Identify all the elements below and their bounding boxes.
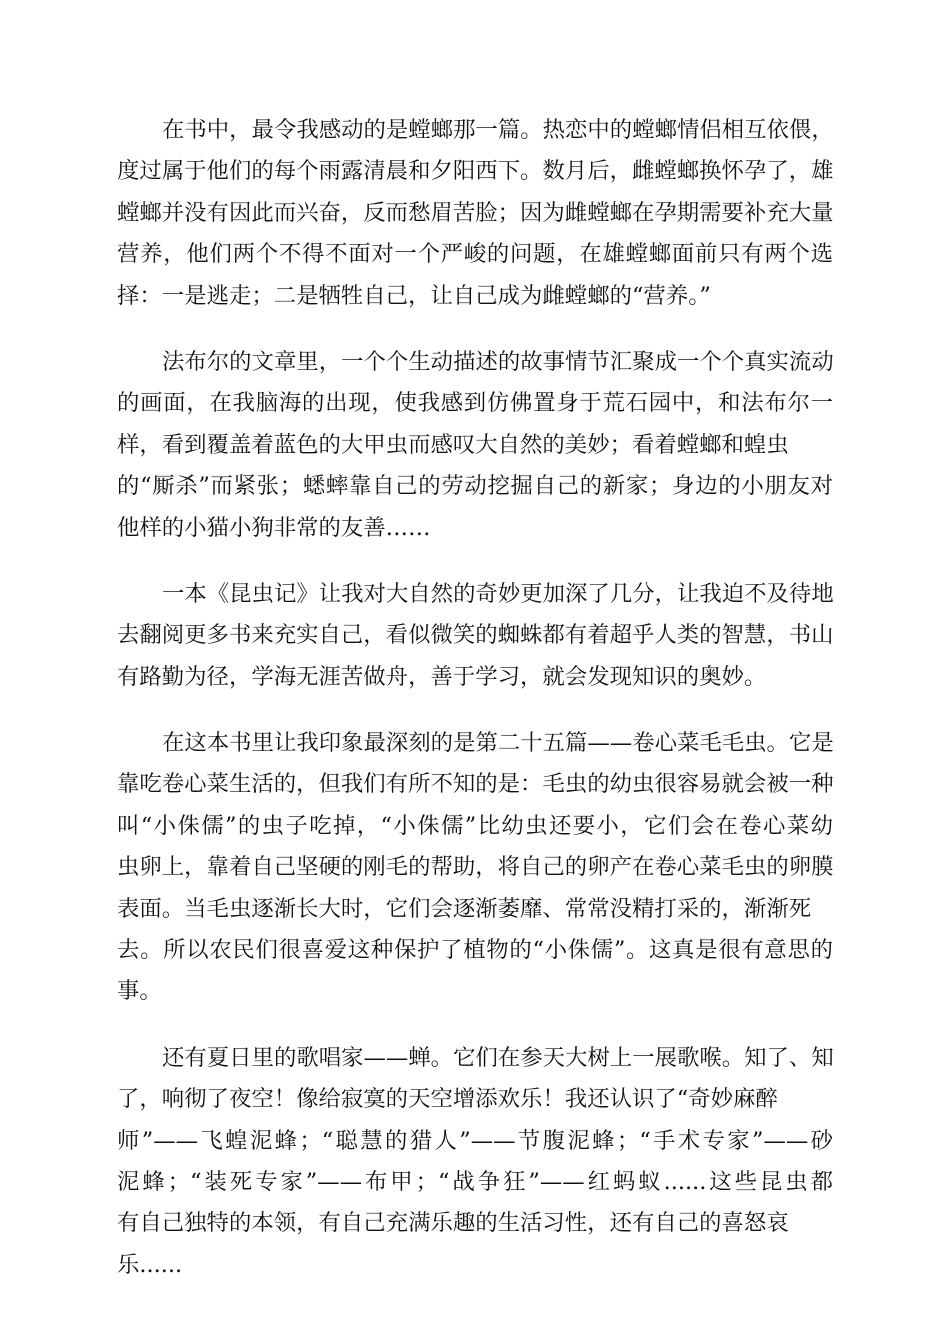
paragraph-line: 有自己独特的本领，有自己充满乐趣的生活习性，还有自己的喜怒哀 [117,1210,789,1237]
paragraph-line: 靠吃卷心菜生活的，但我们有所不知的是：毛虫的幼虫很容易就会被一种 [117,771,834,798]
paragraph-line: 螳螂并没有因此而兴奋，反而愁眉苦脸；因为雌螳螂在孕期需要补充大量 [117,199,834,226]
paragraph-line: 了，响彻了夜空！像给寂寞的天空增添欢乐！我还认识了“奇妙麻醉 [117,1086,778,1113]
paragraph-line: 虫卵上，靠着自己坚硬的刚毛的帮助，将自己的卵产在卷心菜毛虫的卵膜 [117,854,834,881]
paragraph-line: 样，看到覆盖着蓝色的大甲虫而感叹大自然的美妙；看着螳螂和蝗虫 [117,431,789,458]
paragraph-book-reflection [117,574,833,698]
paragraph-line: 泥蜂；“装死专家”——布甲；“战争狂”——红蚂蚁......这些昆虫都 [117,1168,833,1195]
paragraph-cicada [117,1038,833,1286]
paragraph-line: 乐...... [117,1251,183,1278]
paragraph-line: 的“厮杀”而紧张；蟋蟀靠自己的劳动挖掘自己的新家；身边的小朋友对 [117,473,833,500]
paragraph-mantis [117,110,833,317]
document-page [117,110,833,1311]
paragraph-line: 表面。当毛虫逐渐长大时，它们会逐渐萎靡、常常没精打采的，渐渐死 [117,895,812,922]
paragraph-line: 在书中，最令我感动的是螳螂那一篇。热恋中的螳螂情侣相互依偎， [162,117,834,143]
paragraph-line: 营养，他们两个不得不面对一个严峻的问题，在雄螳螂面前只有两个选 [117,241,833,268]
paragraph-line: 去翻阅更多书来充实自己，看似微笑的蜘蛛都有着超乎人类的智慧，书山 [117,622,834,649]
paragraph-cabbage-caterpillar [117,723,833,1013]
paragraph-line: 法布尔的文章里，一个个生动描述的故事情节汇聚成一个个真实流动 [162,348,834,375]
paragraph-line: 在这本书里让我印象最深刻的是第二十五篇——卷心菜毛毛虫。它是 [162,730,834,757]
paragraph-fabre [117,342,833,549]
paragraph-line: 度过属于他们的每个雨露清晨和夕阳西下。数月后，雌螳螂换怀孕了，雄 [117,158,834,185]
paragraph-line: 叫“小侏儒”的虫子吃掉，“小侏儒”比幼虫还要小，它们会在卷心菜幼 [117,812,833,839]
paragraph-line: 事。 [117,978,162,1005]
paragraph-line: 的画面，在我脑海的出现，使我感到仿佛置身于荒石园中，和法布尔一 [117,390,833,417]
paragraph-line: 择：一是逃走；二是牺牲自己，让自己成为雌螳螂的“营养。” [117,282,711,309]
paragraph-line: 一本《昆虫记》让我对大自然的奇妙更加深了几分，让我迫不及待地 [162,580,834,607]
paragraph-line: 他样的小猫小狗非常的友善…… [117,514,431,541]
paragraph-line: 去。所以农民们很喜爱这种保护了植物的“小侏儒”。这真是很有意思的 [117,937,833,964]
paragraph-line: 有路勤为径，学海无涯苦做舟，善于学习，就会发现知识的奥妙。 [117,663,767,690]
paragraph-line: 还有夏日里的歌唱家——蝉。它们在参天大树上一展歌喉。知了、知 [162,1044,834,1071]
paragraph-line: 师”——飞蝗泥蜂；“聪慧的猎人”——节腹泥蜂；“手术专家”——砂 [117,1127,833,1154]
